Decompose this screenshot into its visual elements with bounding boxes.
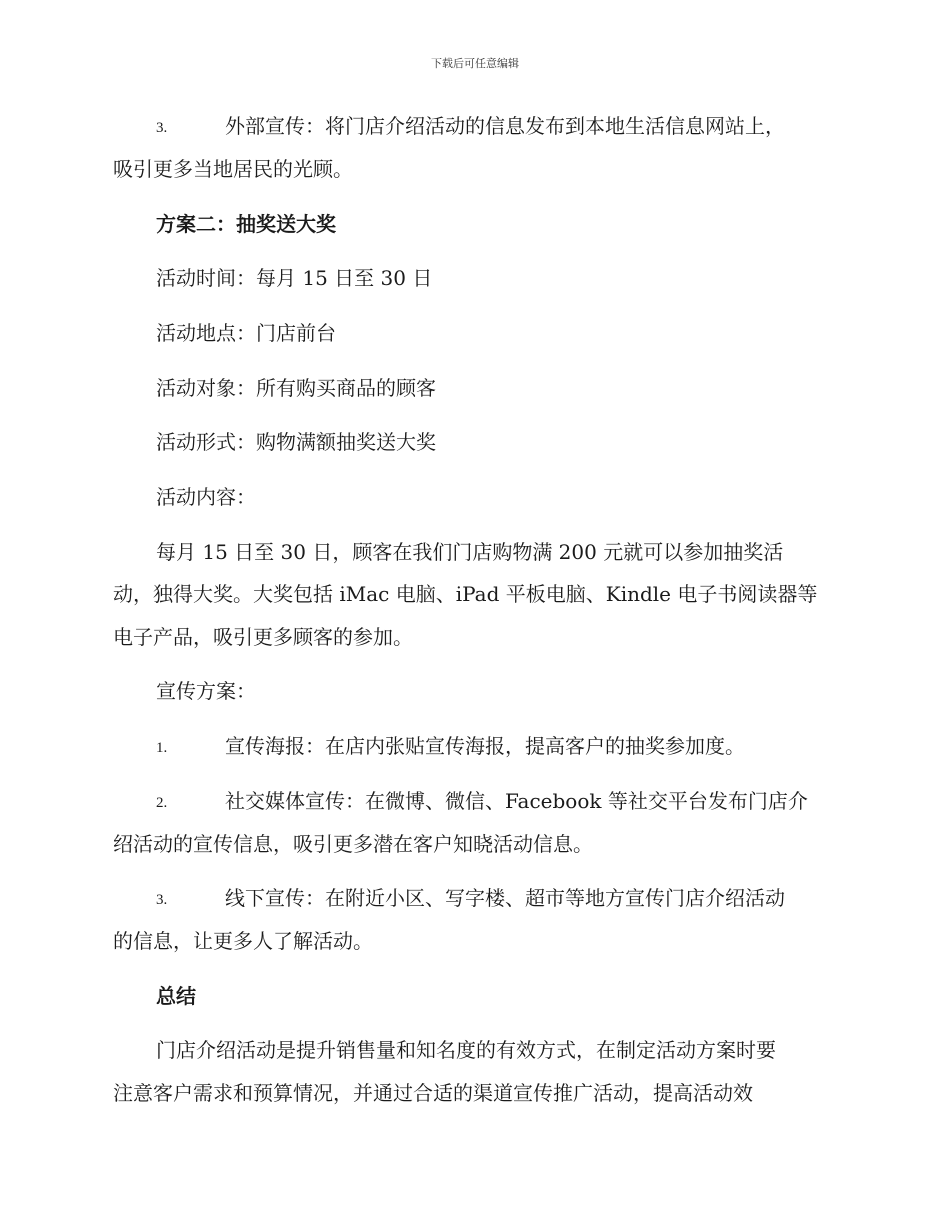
- paragraph-line: 电子产品，吸引更多顾客的参加。: [113, 625, 413, 649]
- list-number: 3.: [156, 892, 168, 908]
- activity-content-label: 活动内容：: [156, 485, 256, 509]
- list-item-text: 宣传海报：在店内张贴宣传海报，提高客户的抽奖参加度。: [225, 734, 745, 758]
- activity-form: 活动形式：购物满额抽奖送大奖: [156, 430, 436, 454]
- activity-place: 活动地点：门店前台: [156, 321, 336, 345]
- paragraph-line: 注意客户需求和预算情况，并通过合适的渠道宣传推广活动，提高活动效: [113, 1081, 753, 1105]
- list-item-text: 线下宣传：在附近小区、写字楼、超市等地方宣传门店介绍活动: [225, 886, 785, 910]
- list-item-text: 的信息，让更多人了解活动。: [113, 929, 373, 953]
- paragraph-line: 每月 15 日至 30 日，顾客在我们门店购物满 200 元就可以参加抽奖活: [156, 540, 784, 564]
- list-item-text: 绍活动的宣传信息，吸引更多潜在客户知晓活动信息。: [113, 832, 593, 856]
- activity-target: 活动对象：所有购买商品的顾客: [156, 376, 436, 400]
- promo-label: 宣传方案：: [156, 679, 256, 703]
- list-item-text: 外部宣传：将门店介绍活动的信息发布到本地生活信息网站上，: [225, 114, 785, 138]
- paragraph-line: 门店介绍活动是提升销售量和知名度的有效方式，在制定活动方案时要: [156, 1038, 776, 1062]
- section-title: 方案二：抽奖送大奖: [156, 212, 336, 236]
- activity-time: 活动时间：每月 15 日至 30 日: [156, 266, 433, 290]
- list-item-text: 社交媒体宣传：在微博、微信、Facebook 等社交平台发布门店介: [225, 789, 808, 813]
- paragraph-line: 动，独得大奖。大奖包括 iMac 电脑、iPad 平板电脑、Kindle 电子书阅读器等: [113, 582, 818, 606]
- list-number: 1.: [156, 740, 168, 756]
- summary-title: 总结: [156, 984, 196, 1008]
- page-header: 下载后可任意编辑: [431, 57, 519, 70]
- list-number: 3.: [156, 120, 168, 136]
- list-number: 2.: [156, 795, 168, 811]
- list-item-text: 吸引更多当地居民的光顾。: [113, 157, 353, 181]
